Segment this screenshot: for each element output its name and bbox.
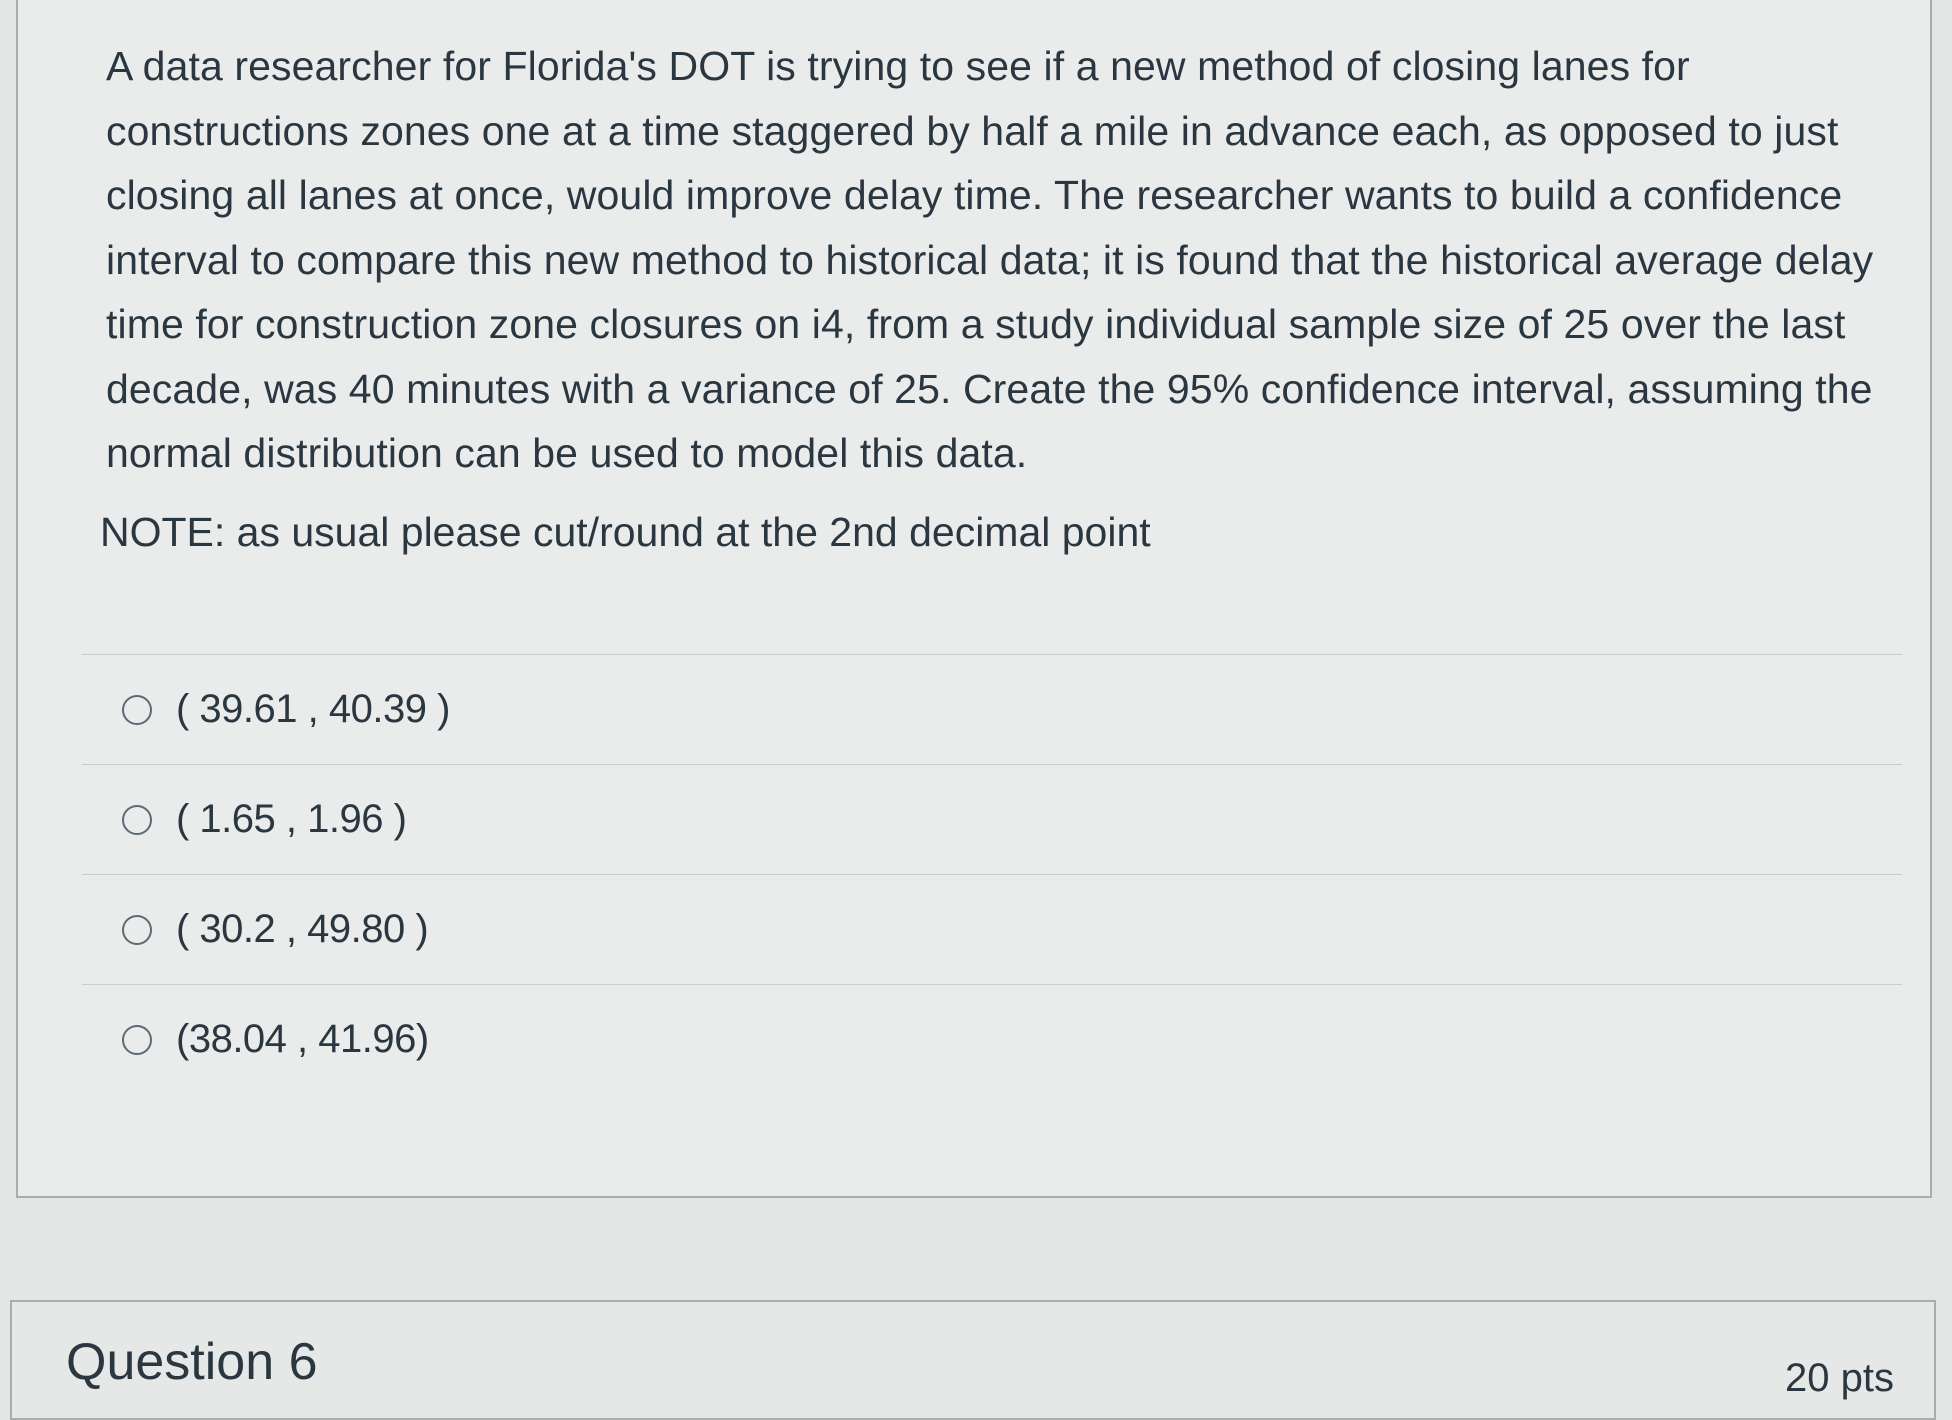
answer-label: ( 30.2 , 49.80 ) bbox=[176, 907, 429, 951]
question-note: NOTE: as usual please cut/round at the 2nd decimal point bbox=[100, 509, 1151, 555]
radio-button[interactable] bbox=[122, 1025, 152, 1055]
answer-label: (38.04 , 41.96) bbox=[176, 1017, 429, 1061]
answer-option[interactable] bbox=[82, 874, 1902, 984]
radio-button[interactable] bbox=[122, 805, 152, 835]
question-text bbox=[106, 34, 1916, 486]
answer-option[interactable] bbox=[82, 764, 1902, 874]
answer-label: ( 39.61 , 40.39 ) bbox=[176, 687, 450, 731]
question-points: 20 pts bbox=[1785, 1356, 1894, 1400]
answer-option[interactable] bbox=[82, 654, 1902, 764]
answer-label: ( 1.65 , 1.96 ) bbox=[176, 797, 407, 841]
question-card bbox=[16, 0, 1932, 1198]
next-question-card bbox=[10, 1300, 1936, 1420]
question-prompt: A data researcher for Florida's DOT is trying to see if a new method of closing lanes for constructions zones one at a time staggered by half a mile in advance each, as opposed to just closing all lanes at once, would improve delay time. The researcher wants to build a confidence interval to compare this new method to historical data; it is found that the historical average delay time for construction zone closures on i4, from a study individual sample size of 25 over the last decade, was 40 minutes with a variance of 25. Create the 95% confidence interval, assuming the normal distribution can be used to model this data. bbox=[106, 43, 1874, 476]
question-title: Question 6 bbox=[66, 1333, 318, 1391]
answer-option[interactable] bbox=[82, 984, 1902, 1094]
radio-button[interactable] bbox=[122, 915, 152, 945]
radio-button[interactable] bbox=[122, 695, 152, 725]
answer-list bbox=[82, 654, 1902, 1094]
